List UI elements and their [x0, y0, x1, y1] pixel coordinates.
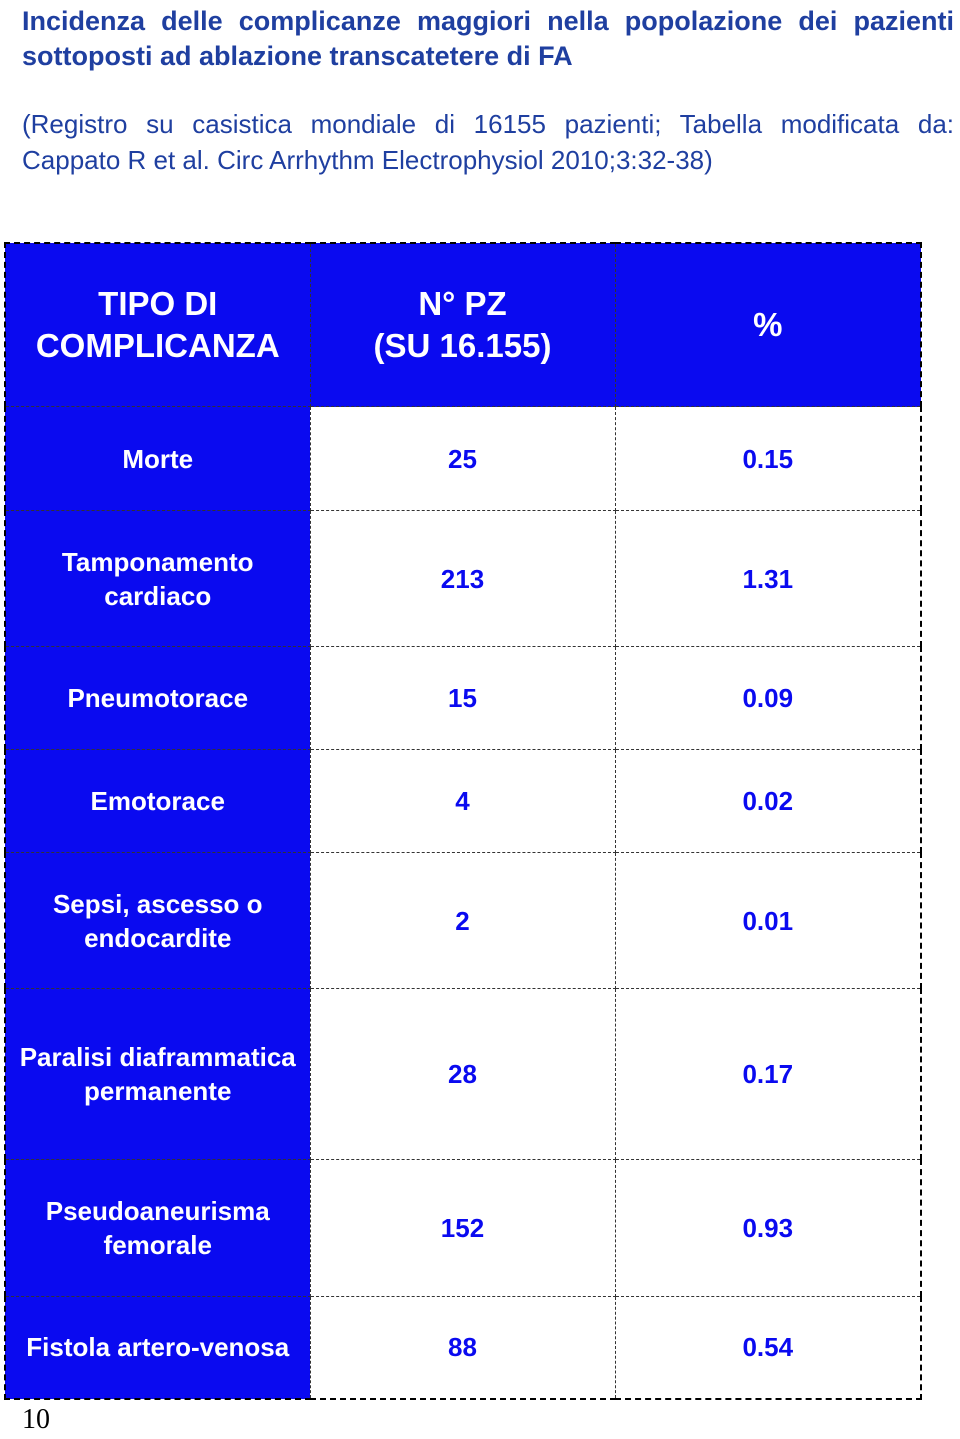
patient-count: 4 — [310, 750, 615, 853]
patient-count: 88 — [310, 1297, 615, 1399]
table-row — [5, 750, 921, 853]
table-row — [5, 407, 921, 511]
page-title: Incidenza delle complicanze maggiori nella popolazione dei pazienti sottoposti ad ablazione transcatetere di FA — [22, 6, 954, 71]
percent-value: 0.09 — [615, 647, 921, 750]
patient-count: 213 — [310, 511, 615, 647]
complication-type: Pseudoaneurisma femorale — [5, 1160, 310, 1297]
complication-type: Emotorace — [5, 750, 310, 853]
complication-type: Pneumotorace — [5, 647, 310, 750]
source-citation: (Registro su casistica mondiale di 16155 pazienti; Tabella modificata da: Cappato R et al. Circ Arrhythm Electrophysiol 2010;3:32-38) — [22, 109, 954, 175]
complication-type: Fistola artero-venosa — [5, 1297, 310, 1399]
patient-count: 28 — [310, 989, 615, 1160]
complication-type: Paralisi diaframmatica permanente — [5, 989, 310, 1160]
table-row — [5, 647, 921, 750]
complication-type: Tamponamento cardiaco — [5, 511, 310, 647]
patient-count: 25 — [310, 407, 615, 511]
complication-type: Sepsi, ascesso o endocardite — [5, 853, 310, 989]
table-row — [5, 989, 921, 1160]
patient-count: 2 — [310, 853, 615, 989]
table-header-row — [5, 243, 921, 407]
page-number: 10 — [22, 1404, 50, 1435]
percent-value: 0.17 — [615, 989, 921, 1160]
complications-table — [4, 242, 922, 1400]
table-row — [5, 1160, 921, 1297]
percent-value: 0.54 — [615, 1297, 921, 1399]
header-patient-count — [310, 243, 615, 407]
percent-value: 0.02 — [615, 750, 921, 853]
percent-value: 0.01 — [615, 853, 921, 989]
header-complication-type: TIPO DI COMPLICANZA — [5, 243, 310, 407]
percent-value: 1.31 — [615, 511, 921, 647]
patient-count: 152 — [310, 1160, 615, 1297]
table-row — [5, 853, 921, 989]
table-row — [5, 511, 921, 647]
percent-value: 0.15 — [615, 407, 921, 511]
header-patient-count-total: (SU 16.155) — [373, 327, 552, 364]
percent-value: 0.93 — [615, 1160, 921, 1297]
patient-count: 15 — [310, 647, 615, 750]
header-patient-count-label: N° PZ — [418, 285, 507, 322]
complication-type: Morte — [5, 407, 310, 511]
table-row — [5, 1297, 921, 1399]
header-percent: % — [615, 243, 921, 407]
